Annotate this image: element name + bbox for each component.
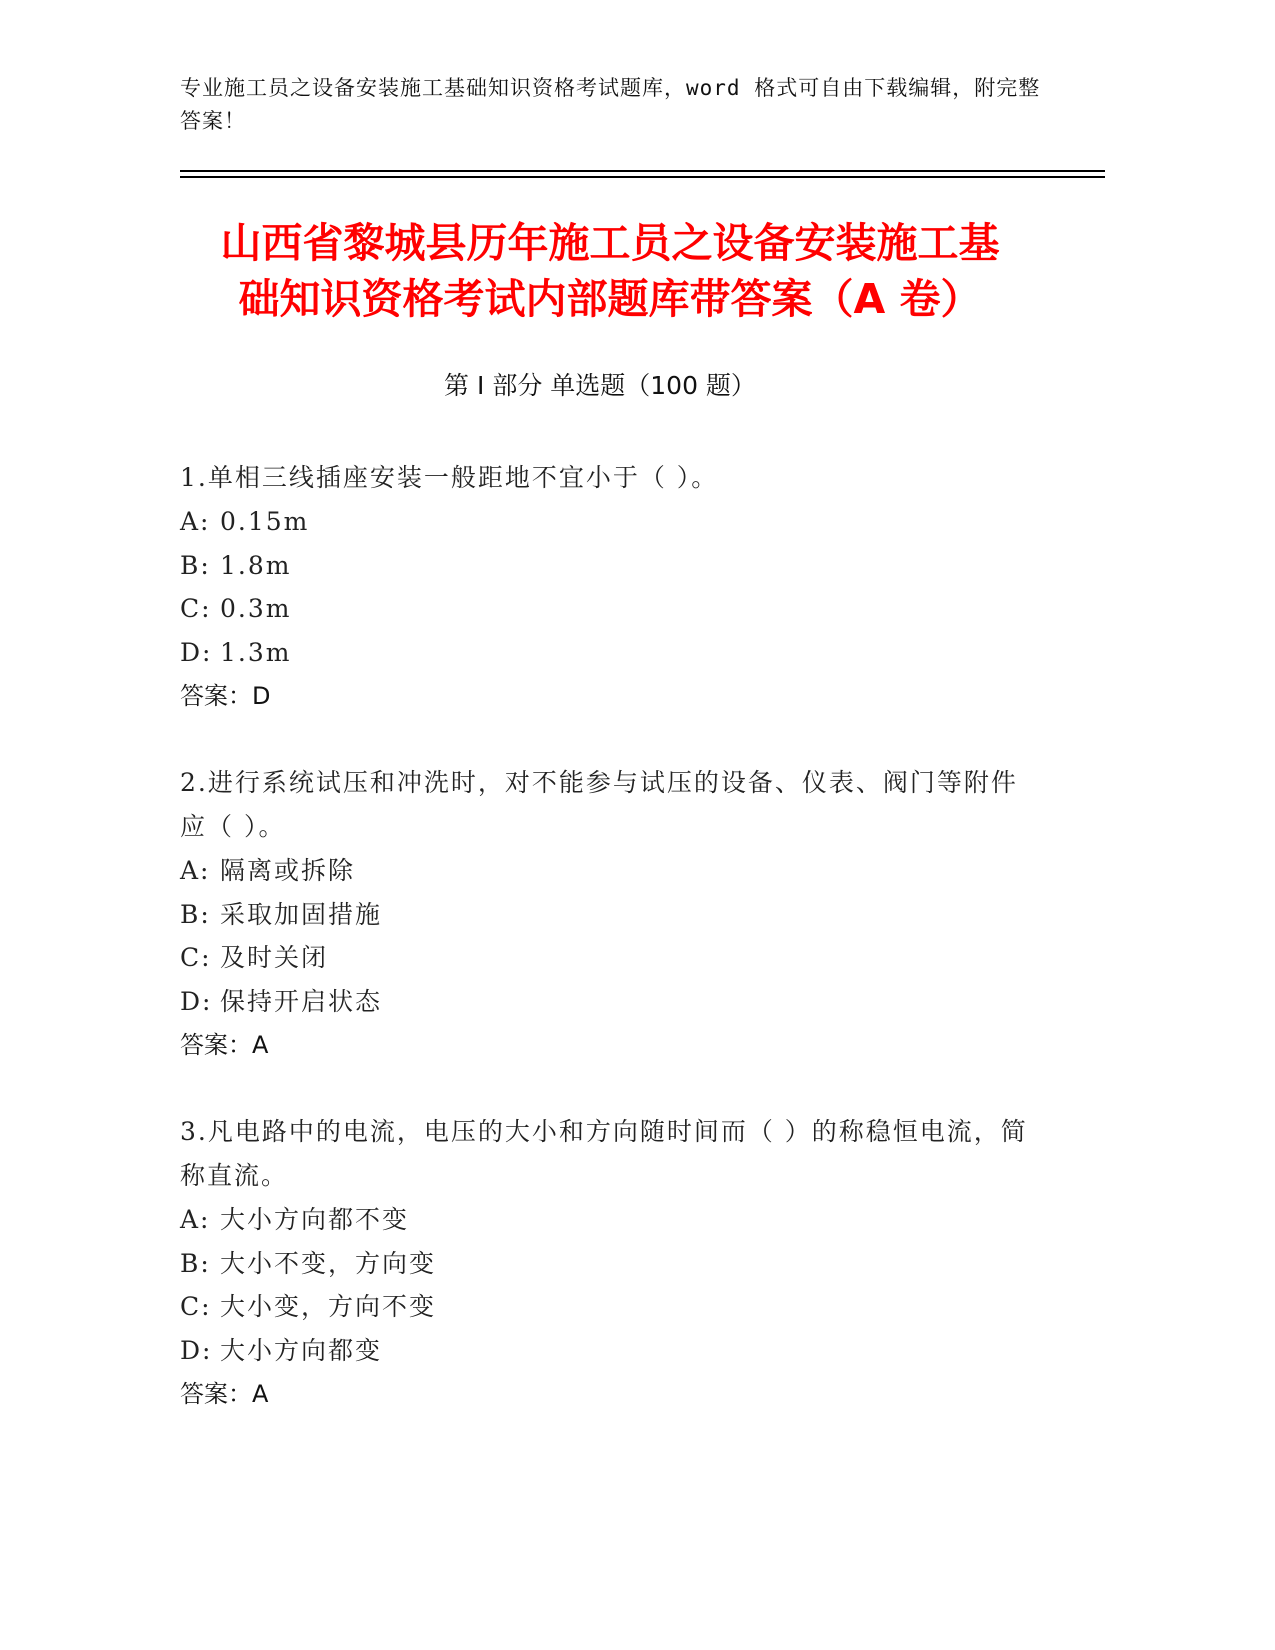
header-divider-top bbox=[180, 170, 1105, 172]
option-text: 大小不变，方向变 bbox=[220, 1248, 437, 1278]
option-letter: B: bbox=[180, 550, 211, 580]
option-text: 大小方向都不变 bbox=[220, 1205, 410, 1234]
option-text: 隔离或拆除 bbox=[220, 856, 356, 885]
option-d bbox=[180, 1329, 1040, 1373]
option-letter: D: bbox=[180, 986, 213, 1016]
option-letter: C: bbox=[180, 594, 212, 623]
answer-line: 答案：D bbox=[180, 682, 271, 710]
header-note: 专业施工员之设备安装施工基础知识资格考试题库，word 格式可自由下载编辑，附完整答案！ bbox=[180, 76, 1041, 133]
option-c bbox=[180, 1285, 1040, 1329]
option-text: 及时关闭 bbox=[220, 943, 329, 972]
option-b bbox=[180, 1242, 1040, 1286]
option-letter: A: bbox=[180, 1205, 211, 1234]
option-text: 大小方向都变 bbox=[220, 1335, 383, 1365]
question-2 bbox=[180, 761, 1040, 1067]
option-a bbox=[180, 500, 1040, 544]
option-text: 大小变，方向不变 bbox=[220, 1292, 437, 1321]
document-title-line-2: 础知识资格考试内部题库带答案（A 卷） bbox=[238, 275, 982, 323]
option-d bbox=[180, 631, 1040, 675]
option-c bbox=[180, 936, 1040, 980]
option-c bbox=[180, 587, 1040, 631]
option-a bbox=[180, 1198, 1040, 1242]
option-letter: B: bbox=[180, 1248, 211, 1278]
answer-line: 答案：A bbox=[180, 1031, 269, 1059]
option-text: 1.8m bbox=[220, 550, 292, 580]
answer-line: 答案：A bbox=[180, 1380, 269, 1408]
option-text: 采取加固措施 bbox=[220, 899, 383, 929]
option-letter: C: bbox=[180, 943, 212, 972]
option-letter: D: bbox=[180, 637, 213, 667]
question-list bbox=[180, 456, 1040, 1459]
section-heading: 第 I 部分 单选题（100 题） bbox=[444, 371, 756, 400]
option-letter: C: bbox=[180, 1292, 212, 1321]
document-title-line-1: 山西省黎城县历年施工员之设备安装施工基 bbox=[220, 219, 1000, 267]
question-stem: 2.进行系统试压和冲洗时，对不能参与试压的设备、仪表、阀门等附件应（ ）。 bbox=[180, 768, 1018, 841]
header-divider-bottom bbox=[180, 176, 1105, 178]
question-3 bbox=[180, 1110, 1040, 1416]
option-text: 0.15m bbox=[220, 507, 310, 536]
option-letter: D: bbox=[180, 1335, 213, 1365]
option-text: 保持开启状态 bbox=[220, 986, 383, 1016]
document-title bbox=[160, 215, 1060, 327]
question-stem: 3.凡电路中的电流，电压的大小和方向随时间而（ ）的称稳恒电流，简称直流。 bbox=[180, 1117, 1028, 1190]
question-1 bbox=[180, 456, 1040, 718]
question-stem: 1.单相三线插座安装一般距地不宜小于（ ）。 bbox=[180, 463, 719, 492]
option-b bbox=[180, 893, 1040, 937]
option-letter: A: bbox=[180, 507, 211, 536]
option-text: 0.3m bbox=[220, 594, 292, 623]
option-b bbox=[180, 544, 1040, 588]
option-letter: B: bbox=[180, 899, 211, 929]
option-d bbox=[180, 980, 1040, 1024]
option-letter: A: bbox=[180, 856, 211, 885]
option-text: 1.3m bbox=[220, 637, 292, 667]
option-a bbox=[180, 849, 1040, 893]
